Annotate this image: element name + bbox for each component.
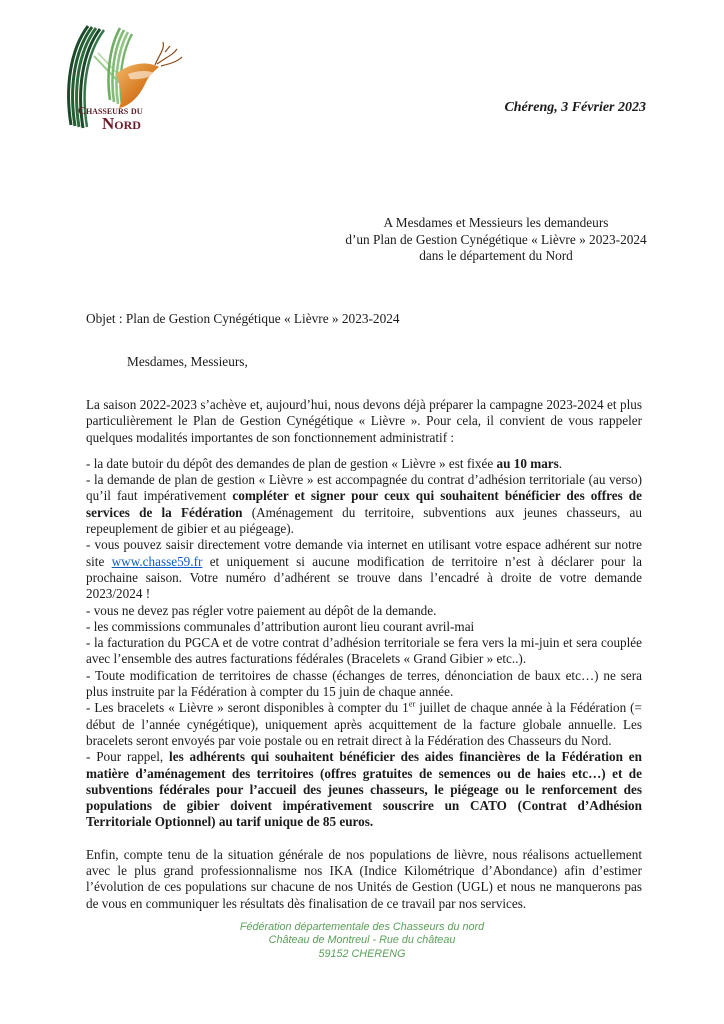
date-line: Chéreng, 3 Février 2023 xyxy=(504,100,646,115)
list-item xyxy=(86,749,642,830)
text-segment: - la facturation du PGCA et de votre contrat d’adhésion territoriale se fera vers la mi-juin et sera couplée avec l’ensemble des autres facturations fédérales (Bracelets « Grand Gibier » etc..). xyxy=(86,635,642,667)
text-segment: er xyxy=(408,698,416,709)
list-item xyxy=(86,456,642,472)
recipient-line: d’un Plan de Gestion Cynégétique « Lièvre » 2023-2024 xyxy=(345,231,647,247)
logo-text-chasseurs-du: Chasseurs du xyxy=(78,105,143,117)
list-item xyxy=(86,668,642,701)
list-item xyxy=(86,537,642,602)
text-segment: - la demande de plan de gestion « Lièvre » est accompagnée du contrat d’adhésion territoriale (au verso) qu’il faut impérativement xyxy=(86,472,642,504)
recipient-line: A Mesdames et Messieurs les demandeurs xyxy=(383,215,609,230)
footer-line: Fédération départementale des Chasseurs du nord xyxy=(239,921,485,933)
chasse59-link[interactable]: www.chasse59.fr xyxy=(111,553,203,569)
text-segment: . xyxy=(558,455,563,471)
text-segment: les adhérents qui souhaitent bénéficier des aides financières de la Fédération en matière d’aménagement des territoires (offres gratuites de semences ou de haies etc…) et de subventions fédérales pour l’accueil des jeunes chasseurs, le piégeage ou le renforcement des populations de gibier doivent impérativement souscrire un CATO (Contrat d’Adhésion Territoriale Optionnel) au tarif unique de 85 euros. xyxy=(86,749,642,830)
text-segment: - Les bracelets « Lièvre » seront disponibles à compter du 1 xyxy=(86,700,409,716)
subject-line: Objet : Plan de Gestion Cynégétique « Lièvre » 2023-2024 xyxy=(86,311,400,326)
text-segment: et uniquement si aucune modification de territoire n’est à déclarer pour la prochaine saison. Votre numéro d’adhérent se trouve dans l’encadré à droite de votre demande 2023/2024 ! xyxy=(86,553,642,602)
logo-text-nord: Nord xyxy=(102,114,141,133)
text-segment: - Toute modification de territoires de chasse (échanges de terres, dénonciation de baux etc…) ne sera plus instruite par la Fédération à compter du 15 juin de chaque année. xyxy=(86,667,642,700)
chasseurs-du-nord-logo xyxy=(58,22,194,138)
text-segment: compléter et signer pour ceux qui souhaitent bénéficier des offres de services de la Fédération xyxy=(86,488,642,520)
footer-line: 59152 CHERENG xyxy=(318,947,406,960)
list-item xyxy=(86,603,642,619)
text-segment: - la date butoir du dépôt des demandes de plan de gestion « Lièvre » est fixée xyxy=(86,455,497,471)
text-segment: - vous ne devez pas régler votre paiement au dépôt de la demande. xyxy=(86,602,437,618)
text-segment: juillet de chaque année à la Fédération (= début de l’année cynégétique), uniquement après acquittement de la facture globale annuelle. Les bracelets seront envoyés par voie postale ou en retrait direct à la Fédération des Chasseurs du Nord. xyxy=(86,700,642,748)
closing-paragraph: Enfin, compte tenu de la situation générale de nos populations de lièvre, nous réalisons actuellement avec le plus grand professionnalisme nos IKA (Indice Kilométrique d’Abondance) afin d’estimer l’évolution de ces populations sur chacune de nos Unités de Gestion (UGL) et nous ne manquerons pas de vous en communiquer les résultats dès finalisation de ce travail par nos services. xyxy=(86,846,642,911)
recipient-block xyxy=(326,215,666,265)
footer-line: Château de Montreul - Rue du château xyxy=(268,934,456,947)
text-segment: - Pour rappel, xyxy=(86,749,170,765)
letter-body xyxy=(86,397,642,912)
recipient-line: dans le département du Nord xyxy=(419,248,573,264)
list-item xyxy=(86,700,642,749)
modalities-list xyxy=(86,456,642,831)
text-segment: - vous pouvez saisir directement votre demande via internet en utilisant votre espace adhérent sur notre site xyxy=(86,537,642,569)
list-item xyxy=(86,619,642,635)
list-item xyxy=(86,472,642,537)
list-item xyxy=(86,635,642,668)
text-segment: - les commissions communales d’attribution auront lieu courant avril-mai xyxy=(86,618,475,634)
salutation: Mesdames, Messieurs, xyxy=(127,354,248,369)
intro-paragraph: La saison 2022-2023 s’achève et, aujourd’hui, nous devons déjà préparer la campagne 2023-2024 et plus particulièrement le Plan de Gestion Cynégétique « Lièvre ». Pour cela, il convient de vous rappeler quelques modalités importantes de son fonctionnement administratif : xyxy=(86,397,642,445)
text-segment: (Aménagement du territoire, subventions aux jeunes chasseurs, au repeuplement de gibier et au piégeage). xyxy=(86,504,642,537)
letter-footer xyxy=(0,921,724,961)
text-segment: au 10 mars xyxy=(496,455,559,471)
